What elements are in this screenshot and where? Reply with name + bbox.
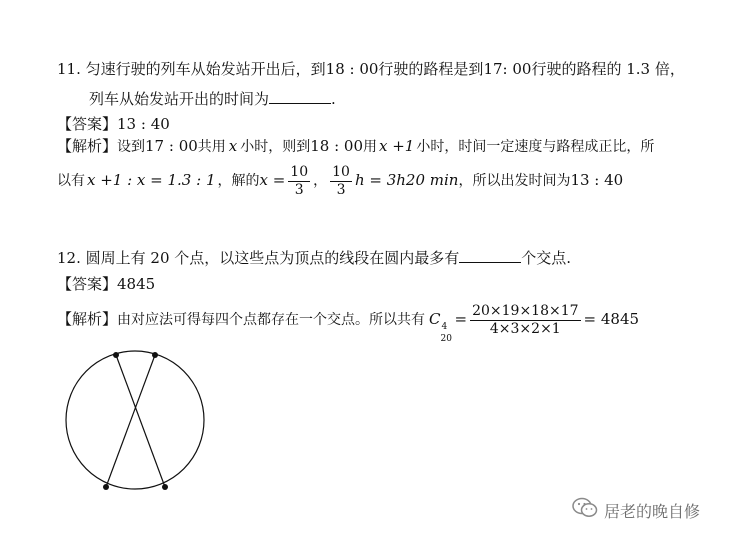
point-bottom-left <box>103 484 109 490</box>
fraction-ten-thirds: $\frac{10}{3}$ <box>290 163 309 198</box>
q12-answer-value: 4845 <box>117 275 156 293</box>
q11-analysis-line2: 以有 x +1 : x = 1.3 : 1 ，解的x = $\frac{10}{3}$ ， $\frac{10}{3}$ h = 3h20 min，所以出发时间为13 : 40 <box>57 163 624 198</box>
q12-answer-blank <box>459 248 521 263</box>
q11-analysis-line1: 【解析】设到17 : 00共用 x 小时，则到18 : 00用 x +1 小时，时间一定速度与路程成正比，所 <box>57 137 655 155</box>
q11-answer <box>57 114 170 134</box>
chord-2 <box>106 355 155 487</box>
q11-answer-blank <box>269 89 331 104</box>
answer-label: 【答案】 <box>57 115 118 133</box>
combination-indices: 4 20 <box>440 322 452 344</box>
circle <box>66 351 204 489</box>
q12-analysis: 【解析】由对应法可得每四个点都存在一个交点。所以共有 C 4 20 = $\frac{20\times 19\times 18\times 17}{4\times 3\times 2\times 1}$ = 4845 <box>57 302 640 344</box>
point-top-right <box>152 352 158 358</box>
chord-1 <box>116 355 165 487</box>
q11-number: 11. <box>57 60 81 78</box>
q12-answer <box>57 274 155 294</box>
q12-number: 12. <box>57 249 81 267</box>
circle-chords-diagram <box>60 345 210 495</box>
q11-answer-value: 13 : 40 <box>117 115 170 133</box>
combination-fraction: $\frac{20\times 19\times 18\times 17}{4\times 3\times 2\times 1}$ <box>472 302 579 337</box>
answer-label: 【答案】 <box>57 275 118 293</box>
point-bottom-right <box>162 484 168 490</box>
analysis-label: 【解析】 <box>57 310 118 328</box>
watermark <box>572 497 700 523</box>
wechat-icon <box>572 497 598 523</box>
q12-stem: 12. 圆周上有 20 个点，以这些点为顶点的线段在圆内最多有 个交点. <box>57 249 572 267</box>
fraction-ten-thirds-2: $\frac{10}{3}$ <box>332 163 350 198</box>
q11-stem-line2: 列车从始发站开出的时间为 . <box>89 90 336 108</box>
q11-stem-line1: 11. 匀速行驶的列车从始发站开出后，到18 : 00行驶的路程是到17: 00行驶的路程的 1.3 倍， <box>57 60 685 78</box>
point-top-left <box>113 352 119 358</box>
watermark-text: 居老的晚自修 <box>604 501 701 521</box>
analysis-label: 【解析】 <box>57 137 118 155</box>
